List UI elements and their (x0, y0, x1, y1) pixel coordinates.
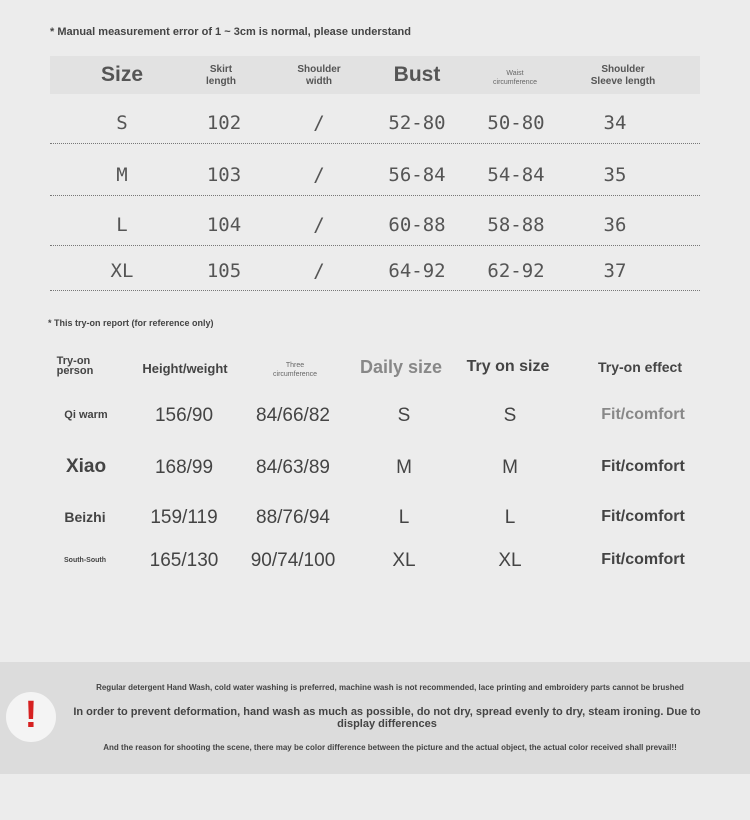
size-cell-bust: 52-80 (388, 112, 446, 134)
tryon-cell-effect: Fit/comfort (601, 508, 685, 525)
size-cell-skirt: 103 (206, 164, 242, 186)
size-cell-skirt: 102 (206, 112, 242, 134)
tryon-cell-hw: 159/119 (150, 507, 218, 528)
tryon-cell-tryon: L (504, 507, 516, 528)
size-cell-bust: 56-84 (388, 164, 446, 186)
tryon-cell-three: 90/74/100 (250, 550, 336, 571)
header-daily-size: Daily size (359, 357, 443, 377)
care-line-2: In order to prevent deformation, hand wash as much as possible, do not dry, spread evenly to dry, steam ironing. Due to display differences (73, 706, 701, 730)
tryon-cell-three: 84/63/89 (256, 457, 330, 478)
size-cell-size: S (116, 112, 128, 134)
size-cell-shoulder: / (313, 214, 325, 236)
measurement-note: * Manual measurement error of 1 ~ 3cm is normal, please understand (50, 26, 411, 38)
care-line-1: Regular detergent Hand Wash, cold water washing is preferred, machine wash is not recommended, lace printing and embroidery parts cannot be brushed (96, 683, 684, 692)
header-shoulder-sleeve: Shoulder Sleeve length (590, 64, 656, 87)
size-cell-bust: 60-88 (388, 214, 446, 236)
tryon-cell-tryon: XL (498, 550, 522, 571)
size-cell-size: M (116, 164, 128, 186)
tryon-cell-tryon: M (502, 457, 518, 478)
care-line-3: And the reason for shooting the scene, there may be color difference between the picture and the actual object, the actual color received shall prevail!! (103, 743, 677, 752)
size-cell-size: XL (110, 260, 134, 282)
row-divider (50, 245, 700, 246)
tryon-cell-daily: M (396, 457, 412, 478)
header-bust: Bust (393, 63, 441, 86)
size-cell-waist: 58-88 (487, 214, 545, 236)
tryon-person: South-South (64, 557, 106, 564)
size-cell-bust: 64-92 (388, 260, 446, 282)
warning-icon: ! (6, 692, 56, 742)
row-divider (50, 195, 700, 196)
header-tryon-person: Try-on person (56, 355, 94, 377)
header-try-on-size: Try on size (466, 358, 550, 375)
size-cell-shoulder: / (313, 164, 325, 186)
tryon-cell-effect: Fit/comfort (601, 406, 685, 423)
tryon-cell-hw: 168/99 (154, 457, 214, 478)
size-cell-sleeve: 37 (603, 260, 627, 282)
size-cell-skirt: 105 (206, 260, 242, 282)
tryon-person: Qi warm (64, 409, 108, 421)
size-cell-sleeve: 36 (603, 214, 627, 236)
row-divider (50, 143, 700, 144)
size-cell-size: L (116, 214, 128, 236)
tryon-person: Beizhi (64, 509, 106, 525)
tryon-cell-three: 84/66/82 (256, 405, 330, 426)
tryon-cell-three: 88/76/94 (256, 507, 330, 528)
size-cell-shoulder: / (313, 112, 325, 134)
header-three-circumference: Three circumference (273, 362, 317, 378)
header-waist: Waist circumference (493, 70, 537, 86)
row-divider (50, 290, 700, 291)
tryon-cell-daily: XL (392, 550, 416, 571)
size-cell-waist: 54-84 (487, 164, 545, 186)
tryon-cell-effect: Fit/comfort (601, 551, 685, 568)
tryon-person: Xiao (65, 456, 107, 477)
tryon-cell-hw: 156/90 (154, 405, 214, 426)
size-cell-sleeve: 35 (603, 164, 627, 186)
tryon-cell-effect: Fit/comfort (601, 458, 685, 475)
header-shoulder-width: Shoulder width (297, 64, 341, 87)
tryon-cell-tryon: S (503, 405, 517, 426)
tryon-cell-daily: L (398, 507, 410, 528)
header-height-weight: Height/weight (142, 361, 228, 376)
tryon-cell-daily: S (397, 405, 411, 426)
size-cell-waist: 50-80 (487, 112, 545, 134)
size-cell-sleeve: 34 (603, 112, 627, 134)
header-try-on-effect: Try-on effect (597, 359, 683, 375)
care-instructions (0, 662, 750, 774)
header-size: Size (100, 63, 144, 86)
size-cell-skirt: 104 (206, 214, 242, 236)
header-skirt-length: Skirt length (206, 64, 236, 87)
size-cell-waist: 62-92 (487, 260, 545, 282)
tryon-note: * This try-on report (for reference only) (48, 318, 214, 328)
size-cell-shoulder: / (313, 260, 325, 282)
tryon-cell-hw: 165/130 (149, 550, 219, 571)
